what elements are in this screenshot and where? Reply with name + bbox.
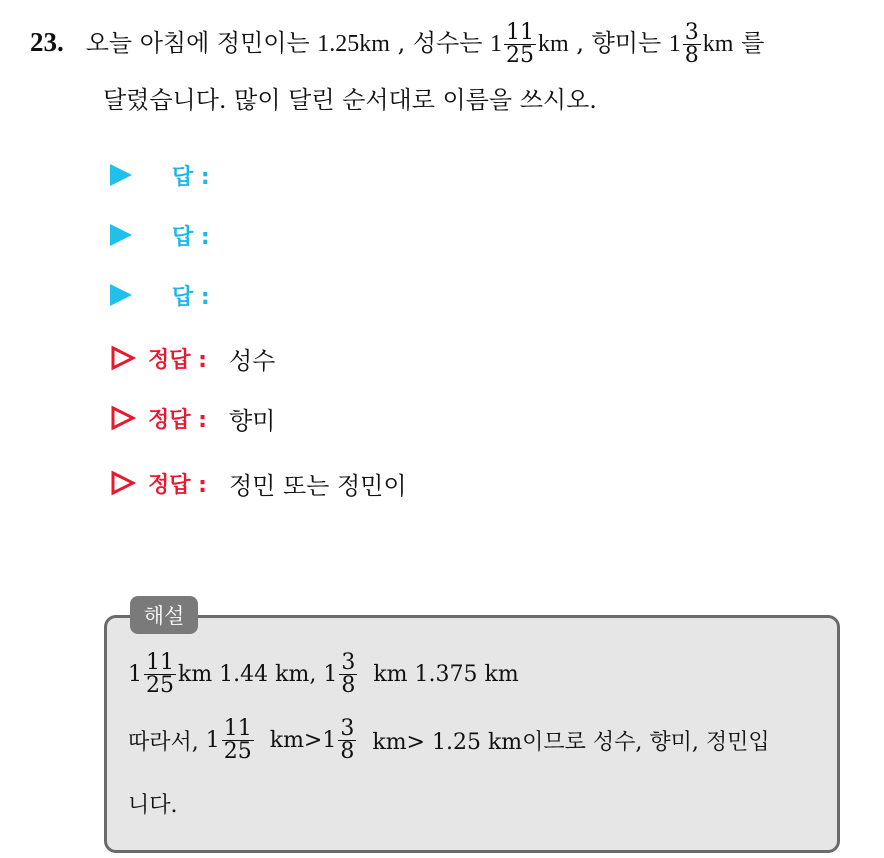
exp-l1-fraction-a (144, 652, 176, 697)
sungsu-fraction (504, 22, 536, 67)
unit-km-1: km (359, 31, 390, 57)
exp-l2-fraction-b (338, 718, 356, 763)
play-triangle-icon (110, 284, 132, 306)
outline-triangle-icon (110, 345, 136, 371)
question-sep-2: , 향미는 (568, 29, 669, 57)
outline-triangle-icon (110, 405, 136, 431)
answer-blank-label: 답 : (172, 284, 210, 310)
exp-l2-gt1: km> (255, 728, 323, 753)
exp-l2-num-a: 11 (223, 716, 252, 741)
exp-l1-whole-b: 1 (323, 662, 338, 687)
exp-l1-mid: km 1.44 km, (178, 662, 324, 687)
correct-answer-row (110, 338, 275, 378)
unit-km-2: km (538, 31, 569, 57)
correct-answer-value: 정민 또는 정민이 (228, 471, 407, 500)
answer-blank-label: 답 : (172, 224, 210, 250)
exp-l1-whole-a: 1 (128, 662, 142, 687)
play-triangle-icon (110, 164, 132, 186)
outline-triangle-icon (110, 470, 136, 496)
exp-l1-num-b: 3 (341, 650, 356, 675)
exp-l1-fraction-b (339, 652, 357, 697)
question-number: 23. (30, 27, 64, 57)
question-line-2: 달렸습니다. 많이 달린 순서대로 이름을 쓰시오. (103, 86, 597, 114)
correct-answer-label: 정답 : (148, 472, 207, 498)
answer-blank-row[interactable] (110, 215, 210, 255)
correct-answer-label: 정답 : (148, 347, 207, 373)
correct-answer-value: 향미 (228, 406, 276, 435)
question-sep-1: , 성수는 (389, 29, 491, 57)
correct-answer-value: 성수 (228, 346, 276, 375)
answer-blank-row[interactable] (110, 275, 210, 315)
exp-l2-fraction-a (222, 718, 254, 763)
answer-blank-label: 답 : (172, 164, 210, 190)
hyangmi-denominator: 8 (684, 43, 699, 68)
exp-l1-den-b: 8 (341, 673, 356, 698)
exp-l2-whole-b: 1 (322, 728, 337, 753)
unit-km-3: km (702, 31, 734, 57)
explanation-tab: 해설 (130, 596, 198, 634)
explanation-line-1 (128, 652, 519, 697)
sungsu-whole: 1 (490, 31, 503, 57)
exp-l2-den-a: 25 (223, 739, 252, 764)
exp-l1-num-a: 11 (146, 650, 174, 675)
explanation-line-2 (128, 718, 770, 763)
play-triangle-icon (110, 224, 132, 246)
hyangmi-whole: 1 (668, 31, 681, 57)
answer-blank-row[interactable] (110, 155, 210, 195)
hyangmi-numerator: 3 (684, 20, 699, 45)
question-line-1 (30, 18, 870, 68)
hyangmi-fraction (683, 22, 701, 67)
question-tail: 를 (733, 29, 765, 57)
correct-answer-row (110, 398, 275, 438)
question-text-a: 오늘 아침에 정민이는 (85, 29, 318, 57)
exp-l2-tail: km> 1.25 km이므로 성수, 향미, 정민입 (358, 730, 770, 755)
jungmin-distance: 1.25 (317, 31, 360, 57)
explanation-line-3: 니다. (128, 793, 178, 818)
exp-l1-den-a: 25 (146, 673, 174, 698)
exp-l2-whole-a: 1 (205, 728, 220, 753)
exp-l1-tail: km 1.375 km (359, 662, 519, 687)
exp-l2-head: 따라서, (128, 730, 206, 755)
correct-answer-row (110, 463, 407, 503)
sungsu-numerator: 11 (506, 20, 535, 45)
sungsu-denominator: 25 (506, 43, 535, 68)
exp-l2-num-b: 3 (340, 716, 355, 741)
correct-answer-label: 정답 : (148, 407, 207, 433)
exp-l2-den-b: 8 (340, 739, 355, 764)
